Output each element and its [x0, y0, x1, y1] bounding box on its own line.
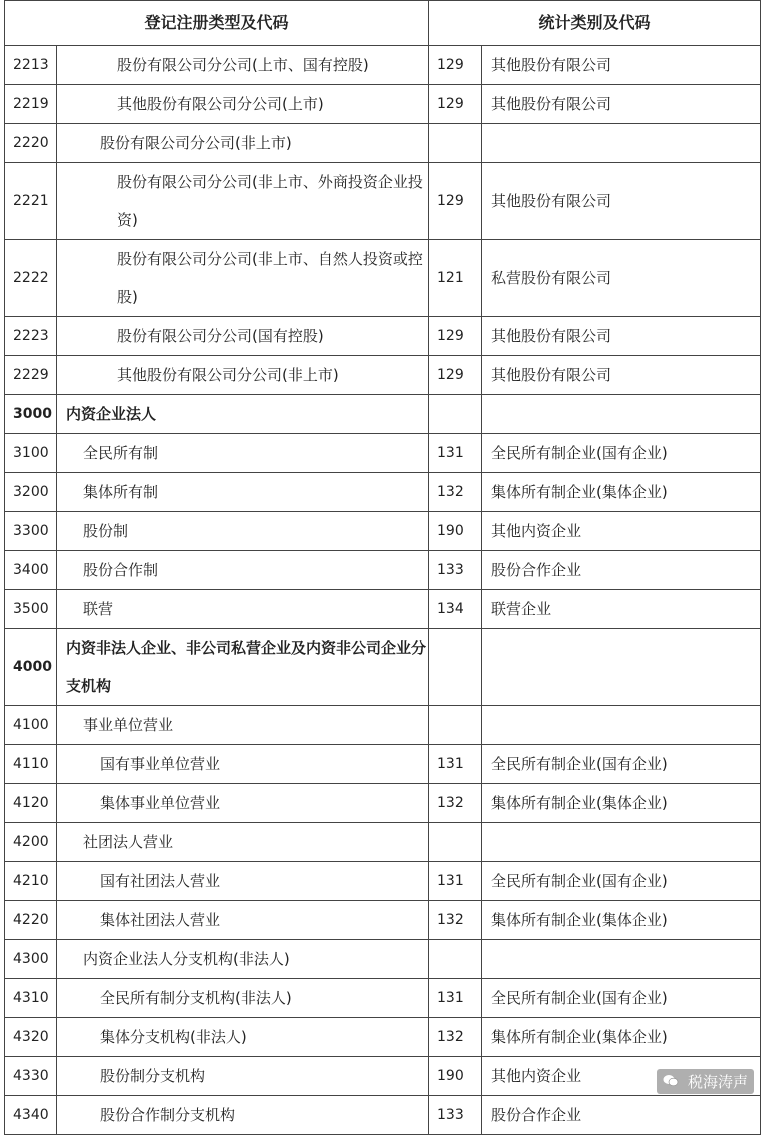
table-row: [5, 395, 761, 434]
registration-code: 3200: [5, 473, 57, 512]
statistical-code: 134: [429, 590, 482, 629]
statistical-category-name: 其他股份有限公司: [482, 356, 761, 395]
wechat-icon: [663, 1073, 679, 1091]
statistical-code: 131: [429, 745, 482, 784]
table-row: [5, 745, 761, 784]
statistical-category-name: 其他股份有限公司: [482, 85, 761, 124]
table-row: [5, 473, 761, 512]
statistical-code: 133: [429, 551, 482, 590]
registration-code: 4310: [5, 979, 57, 1018]
registration-code: 2219: [5, 85, 57, 124]
table-row: [5, 551, 761, 590]
statistical-code: [429, 124, 482, 163]
registration-type-name: 股份合作制: [57, 551, 429, 590]
table-row: [5, 124, 761, 163]
registration-type-name: 股份有限公司分公司(国有控股): [57, 317, 429, 356]
statistical-code: [429, 629, 482, 706]
statistical-category-name: [482, 124, 761, 163]
statistical-category-name: 其他内资企业: [482, 1057, 761, 1096]
table-row: [5, 356, 761, 395]
registration-type-name: 股份有限公司分公司(上市、国有控股): [57, 46, 429, 85]
statistical-category-name: 私营股份有限公司: [482, 240, 761, 317]
registration-code: 3300: [5, 512, 57, 551]
registration-code: 2223: [5, 317, 57, 356]
statistical-category-name: 全民所有制企业(国有企业): [482, 862, 761, 901]
table-row: [5, 1018, 761, 1057]
statistical-category-name: [482, 706, 761, 745]
statistical-category-name: 集体所有制企业(集体企业): [482, 1018, 761, 1057]
registration-code: 4100: [5, 706, 57, 745]
table-row: [5, 629, 761, 706]
table-row: [5, 706, 761, 745]
table-row: [5, 163, 761, 240]
statistical-code: 132: [429, 901, 482, 940]
statistical-category-name: 全民所有制企业(国有企业): [482, 434, 761, 473]
table-row: [5, 862, 761, 901]
registration-code: 4340: [5, 1096, 57, 1135]
statistical-code: 190: [429, 512, 482, 551]
table-row: [5, 590, 761, 629]
statistical-code: 129: [429, 163, 482, 240]
registration-type-name: 股份有限公司分公司(非上市): [57, 124, 429, 163]
statistical-category-name: 集体所有制企业(集体企业): [482, 784, 761, 823]
table-row: [5, 85, 761, 124]
registration-code-table: [4, 0, 761, 1135]
statistical-category-name: 全民所有制企业(国有企业): [482, 745, 761, 784]
statistical-code: 129: [429, 317, 482, 356]
registration-type-name: 社团法人营业: [57, 823, 429, 862]
registration-code: 4330: [5, 1057, 57, 1096]
statistical-category-name: 其他股份有限公司: [482, 163, 761, 240]
statistical-code: 132: [429, 784, 482, 823]
table-row: [5, 1057, 761, 1096]
statistical-category-name: 其他股份有限公司: [482, 46, 761, 85]
registration-code: 4200: [5, 823, 57, 862]
statistical-code: [429, 823, 482, 862]
watermark-text: 税海涛声: [687, 1073, 748, 1091]
statistical-category-name: 股份合作企业: [482, 551, 761, 590]
statistical-category-name: 全民所有制企业(国有企业): [482, 979, 761, 1018]
table-row: [5, 46, 761, 85]
statistical-category-name: [482, 395, 761, 434]
table-row: [5, 512, 761, 551]
registration-type-name: 股份制: [57, 512, 429, 551]
statistical-code: 131: [429, 862, 482, 901]
registration-type-name: 内资非法人企业、非公司私营企业及内资非公司企业分支机构: [57, 629, 429, 706]
statistical-code: 121: [429, 240, 482, 317]
statistical-category-name: 集体所有制企业(集体企业): [482, 901, 761, 940]
statistical-code: 129: [429, 85, 482, 124]
statistical-category-name: 其他股份有限公司: [482, 317, 761, 356]
registration-code: 4220: [5, 901, 57, 940]
table-row: [5, 317, 761, 356]
registration-code: 4320: [5, 1018, 57, 1057]
header-statistical-category: 统计类别及代码: [429, 1, 761, 46]
table-row: [5, 901, 761, 940]
registration-code: 2220: [5, 124, 57, 163]
table-row: [5, 240, 761, 317]
registration-type-name: 集体所有制: [57, 473, 429, 512]
registration-type-name: 股份合作制分支机构: [57, 1096, 429, 1135]
registration-type-name: 内资企业法人分支机构(非法人): [57, 940, 429, 979]
registration-code: 3100: [5, 434, 57, 473]
header-registration-type: 登记注册类型及代码: [5, 1, 429, 46]
statistical-code: 132: [429, 473, 482, 512]
statistical-category-name: [482, 629, 761, 706]
statistical-category-name: [482, 940, 761, 979]
registration-type-name: 股份制分支机构: [57, 1057, 429, 1096]
registration-type-name: 其他股份有限公司分公司(上市): [57, 85, 429, 124]
registration-code: 2229: [5, 356, 57, 395]
registration-type-name: 股份有限公司分公司(非上市、外商投资企业投资): [57, 163, 429, 240]
statistical-code: [429, 706, 482, 745]
registration-type-name: 股份有限公司分公司(非上市、自然人投资或控股): [57, 240, 429, 317]
registration-type-name: 国有事业单位营业: [57, 745, 429, 784]
statistical-code: 190: [429, 1057, 482, 1096]
table-header-row: [5, 1, 761, 46]
registration-code: 4300: [5, 940, 57, 979]
registration-code: 2222: [5, 240, 57, 317]
table-row: [5, 784, 761, 823]
statistical-code: 129: [429, 46, 482, 85]
statistical-code: [429, 940, 482, 979]
registration-type-name: 集体分支机构(非法人): [57, 1018, 429, 1057]
statistical-category-name: 联营企业: [482, 590, 761, 629]
table-row: [5, 940, 761, 979]
table-row: [5, 823, 761, 862]
statistical-code: 131: [429, 434, 482, 473]
table-body: [5, 46, 761, 1135]
statistical-code: 131: [429, 979, 482, 1018]
registration-code: 2221: [5, 163, 57, 240]
registration-type-name: 全民所有制: [57, 434, 429, 473]
statistical-code: [429, 395, 482, 434]
registration-code: 2213: [5, 46, 57, 85]
registration-type-name: 联营: [57, 590, 429, 629]
registration-code: 4000: [5, 629, 57, 706]
statistical-code: 129: [429, 356, 482, 395]
statistical-category-name: 集体所有制企业(集体企业): [482, 473, 761, 512]
registration-code: 4120: [5, 784, 57, 823]
statistical-code: 133: [429, 1096, 482, 1135]
statistical-category-name: 股份合作企业: [482, 1096, 761, 1135]
registration-code: 4210: [5, 862, 57, 901]
registration-type-name: 国有社团法人营业: [57, 862, 429, 901]
registration-code: 3000: [5, 395, 57, 434]
watermark: [657, 1069, 754, 1094]
registration-code: 4110: [5, 745, 57, 784]
table-row: [5, 979, 761, 1018]
registration-code: 3500: [5, 590, 57, 629]
statistical-category-name: [482, 823, 761, 862]
table-row: [5, 434, 761, 473]
registration-type-name: 其他股份有限公司分公司(非上市): [57, 356, 429, 395]
registration-type-name: 集体事业单位营业: [57, 784, 429, 823]
registration-type-name: 全民所有制分支机构(非法人): [57, 979, 429, 1018]
statistical-code: 132: [429, 1018, 482, 1057]
registration-type-name: 事业单位营业: [57, 706, 429, 745]
registration-type-name: 内资企业法人: [57, 395, 429, 434]
registration-type-name: 集体社团法人营业: [57, 901, 429, 940]
statistical-category-name: 其他内资企业: [482, 512, 761, 551]
registration-code: 3400: [5, 551, 57, 590]
table-row: [5, 1096, 761, 1135]
